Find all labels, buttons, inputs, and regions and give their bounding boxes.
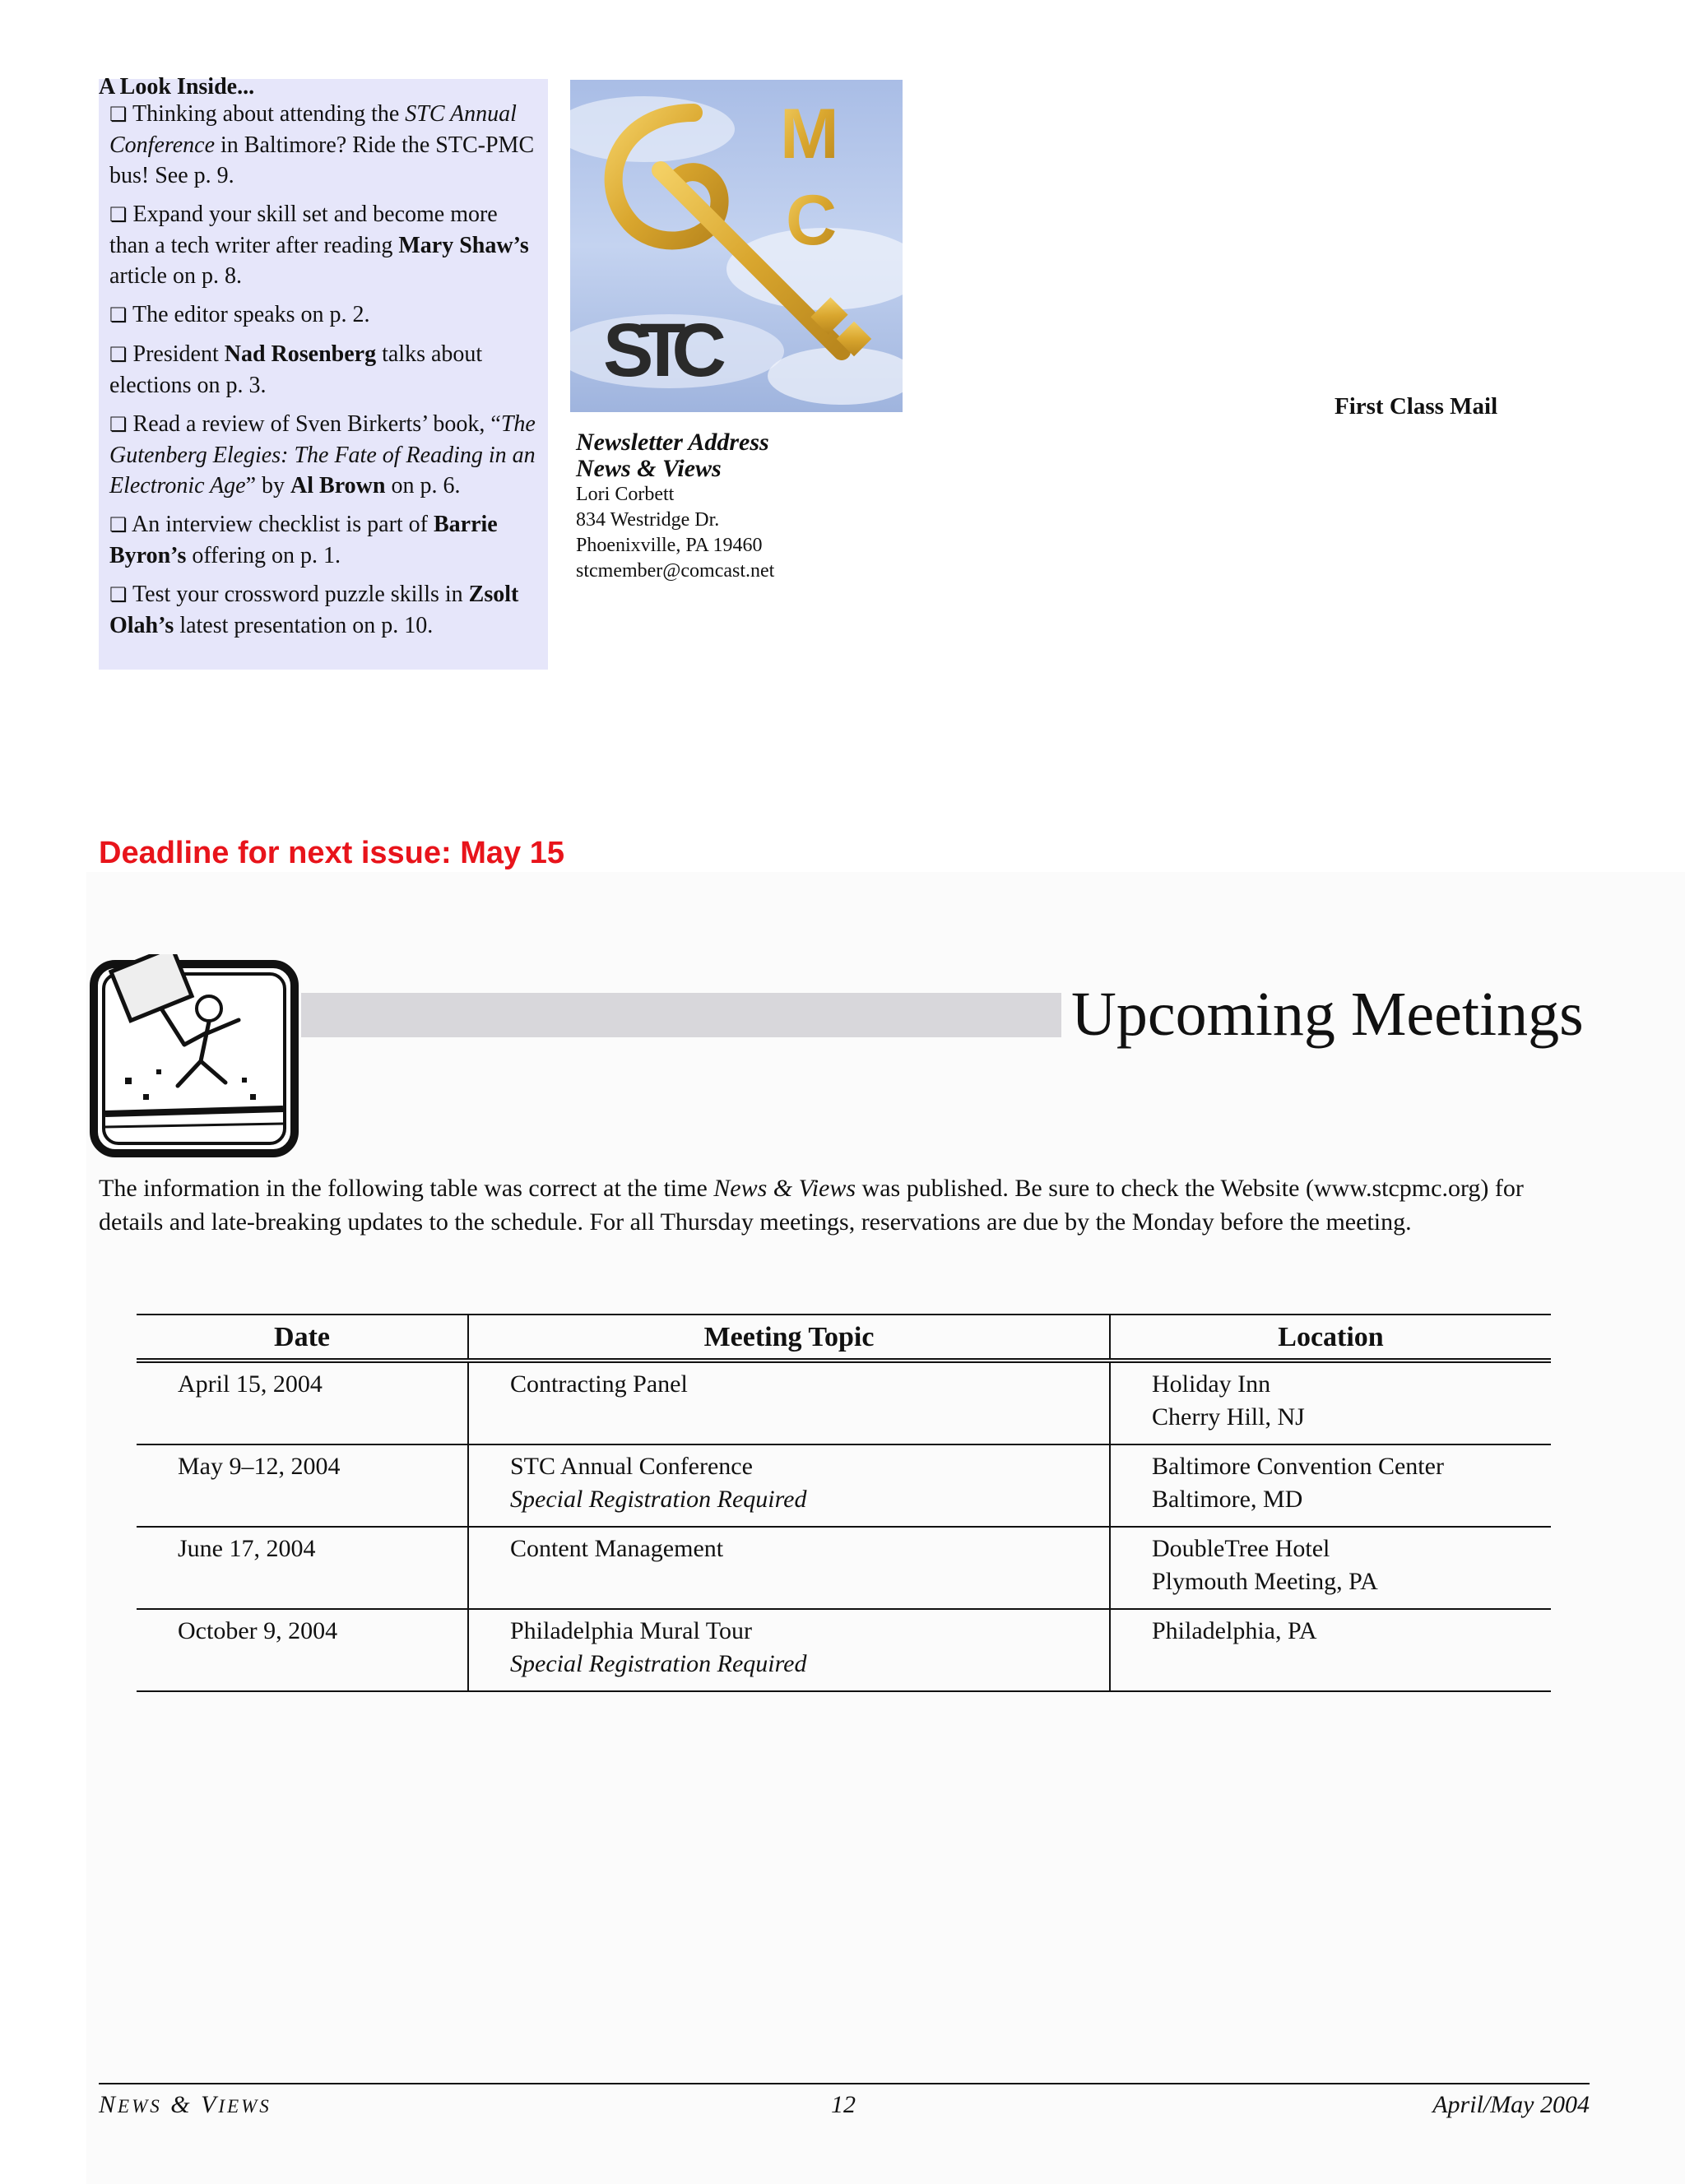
item-text-segment: President: [132, 341, 225, 367]
table-row: [137, 1527, 1551, 1609]
cell-location: [1110, 1361, 1551, 1444]
cell-topic: [468, 1361, 1110, 1444]
item-text-segment: offering on p. 1.: [186, 543, 341, 568]
cell-topic: [468, 1609, 1110, 1691]
checkbox-bullet-icon: ❏: [109, 583, 128, 606]
meetings-intro: [99, 1171, 1588, 1239]
cell-location: [1110, 1444, 1551, 1527]
topic-text: Content Management: [510, 1535, 724, 1562]
section-title-bar: [301, 993, 1061, 1037]
table-row: [137, 1444, 1551, 1527]
topic-text: Philadelphia Mural Tour: [510, 1617, 752, 1644]
header-location: Location: [1110, 1315, 1551, 1361]
header-date: Date: [137, 1315, 468, 1361]
cell-date: October 9, 2004: [137, 1609, 468, 1691]
header-topic: Meeting Topic: [468, 1315, 1110, 1361]
footer-smallcaps-ews: EWS: [118, 2096, 162, 2117]
intro-text-2: was published. Be sure to check the Website (www.stcpmc.org) for details and late-breaking updates to the schedule. For all Thursday meetings, reservations are due by the Monday before the meeting.: [99, 1175, 1524, 1236]
contact-street: 834 Westridge Dr.: [576, 509, 720, 531]
look-inside-item: [109, 579, 537, 641]
cell-date: June 17, 2004: [137, 1527, 468, 1609]
item-text-segment: An interview checklist is part of: [131, 512, 434, 537]
table-row: [137, 1361, 1551, 1444]
newsletter-name: News & Views: [576, 455, 722, 482]
item-text-segment: Read a review of Sven Birkerts’ book, “: [132, 411, 501, 437]
table-header-row: [137, 1315, 1551, 1361]
stc-pmc-logo: [570, 80, 903, 412]
cell-location: [1110, 1527, 1551, 1609]
item-text-segment: Barrie Byron’s: [109, 512, 498, 568]
location-line-2: Baltimore, MD: [1152, 1486, 1303, 1513]
item-text-segment: Thinking about attending the: [132, 101, 406, 127]
contact-city: Phoenixville, PA 19460: [576, 535, 763, 556]
item-text-segment: talks about elections on p. 3.: [109, 341, 483, 398]
cell-date: April 15, 2004: [137, 1361, 468, 1444]
contact-email: stcmember@comcast.net: [576, 560, 775, 582]
look-inside-item: [109, 409, 537, 501]
checkbox-bullet-icon: ❏: [109, 203, 128, 226]
item-text-segment: in Baltimore? Ride the STC-PMC bus! See p. 9.: [109, 132, 535, 188]
look-inside-item: [109, 199, 537, 291]
cell-topic: [468, 1444, 1110, 1527]
footer-rule: [99, 2083, 1590, 2084]
look-inside-item: [109, 509, 537, 571]
checkbox-bullet-icon: ❏: [109, 103, 128, 126]
section-title: Upcoming Meetings: [1071, 980, 1584, 1049]
logo-letter-m: M: [780, 95, 839, 174]
cell-date: May 9–12, 2004: [137, 1444, 468, 1527]
page-number: 12: [831, 2091, 856, 2118]
cell-location: [1110, 1609, 1551, 1691]
topic-text: STC Annual Conference: [510, 1453, 753, 1480]
item-text-segment: Expand your skill set and become more than a tech writer after reading: [109, 202, 498, 258]
topic-text: Contracting Panel: [510, 1370, 688, 1398]
cell-topic: [468, 1527, 1110, 1609]
item-text-segment: Mary Shaw’s: [398, 233, 529, 258]
location-line-1: Philadelphia, PA: [1152, 1617, 1317, 1644]
contact-name: Lori Corbett: [576, 484, 675, 505]
issue-date: April/May 2004: [1432, 2091, 1590, 2118]
look-inside-item: [109, 299, 537, 331]
checkbox-bullet-icon: ❏: [109, 513, 128, 536]
item-text-segment: STC Annual Conference: [109, 101, 517, 158]
item-text-segment: latest presentation on p. 10.: [174, 613, 434, 638]
table-row: [137, 1609, 1551, 1691]
checkbox-bullet-icon: ❏: [109, 343, 128, 366]
footer-publication-name: [99, 2091, 272, 2119]
item-text-segment: Zsolt Olah’s: [109, 582, 519, 638]
footer-ampersand: &: [161, 2091, 202, 2118]
item-text-segment: The editor speaks on p. 2.: [132, 302, 370, 327]
footer-cap-v: V: [201, 2091, 219, 2118]
newsletter-address-heading: Newsletter Address: [576, 429, 769, 456]
deadline-notice: Deadline for next issue: May 15: [99, 836, 564, 870]
logo-stc-text: STC: [603, 308, 726, 392]
location-line-2: Plymouth Meeting, PA: [1152, 1568, 1378, 1595]
topic-note: Special Registration Required: [510, 1486, 807, 1513]
meeting-sign-icon: [86, 954, 303, 1163]
item-text-segment: ” by: [245, 473, 291, 498]
checkbox-bullet-icon: ❏: [109, 304, 128, 327]
look-inside-title: A Look Inside...: [99, 74, 255, 100]
look-inside-list: [109, 99, 537, 649]
intro-text-1: The information in the following table was correct at the time: [99, 1175, 714, 1202]
first-class-mail-label: First Class Mail: [1335, 393, 1498, 420]
item-text-segment: The Gutenberg Elegies: The Fate of Reading in an Electronic Age: [109, 411, 536, 498]
topic-note: Special Registration Required: [510, 1650, 807, 1677]
location-line-2: Cherry Hill, NJ: [1152, 1403, 1305, 1430]
item-text-segment: on p. 6.: [385, 473, 461, 498]
look-inside-item: [109, 99, 537, 191]
location-line-1: DoubleTree Hotel: [1152, 1535, 1330, 1562]
footer-cap-n: N: [99, 2091, 118, 2118]
newsletter-address: [576, 429, 774, 584]
footer-smallcaps-iews: IEWS: [218, 2096, 272, 2117]
item-text-segment: Test your crossword puzzle skills in: [132, 582, 469, 607]
location-line-1: Baltimore Convention Center: [1152, 1453, 1444, 1480]
look-inside-item: [109, 339, 537, 401]
item-text-segment: Al Brown: [290, 473, 386, 498]
intro-publication-name: News & Views: [713, 1175, 856, 1202]
item-text-segment: Nad Rosenberg: [224, 341, 377, 367]
meetings-table: [137, 1314, 1551, 1692]
location-line-1: Holiday Inn: [1152, 1370, 1271, 1398]
logo-letter-c: C: [786, 181, 838, 260]
checkbox-bullet-icon: ❏: [109, 413, 128, 436]
item-text-segment: article on p. 8.: [109, 263, 242, 289]
